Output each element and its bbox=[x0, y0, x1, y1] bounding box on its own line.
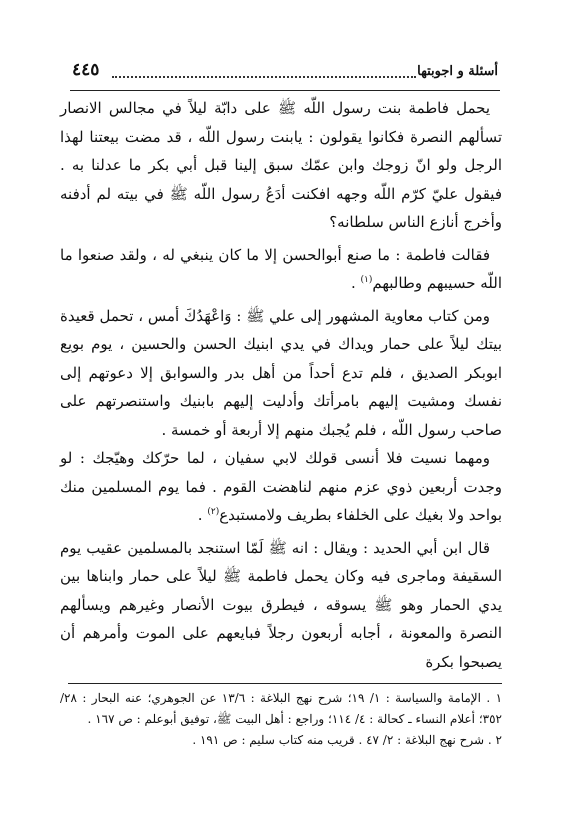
main-text bbox=[60, 94, 502, 676]
footnote: ١ . الإمامة والسياسة : ١/ ١٩؛ شرح نهج البلاغة : ١٣/٦ عن الجوهري؛ عنه البحار : ٢٨/ ٣٥٢؛ أعلام النساء ـ كحالة : ٤/ ١١٤؛ وراجع : أهل البيت ﷺ، توفيق أبوعلم : ص ١٦٧ . bbox=[60, 691, 503, 726]
dotted-leader bbox=[112, 76, 416, 78]
header-rule bbox=[70, 90, 500, 91]
paragraph bbox=[60, 444, 502, 530]
footnote-ref[interactable]: (١) bbox=[360, 275, 373, 285]
paragraph-text: فقالت فاطمة : ما صنع أبوالحسن إلا ما كان ينبغي له ، ولقد صنعوا ما اللّه حسيبهم وطالبهم bbox=[60, 245, 502, 292]
paragraph-tail: . bbox=[350, 274, 361, 292]
running-title: أسئلة و اجوبتها bbox=[417, 64, 498, 79]
footnotes bbox=[60, 688, 502, 751]
running-head bbox=[72, 60, 498, 86]
footnote: ٢ . شرح نهج البلاغة : ٢/ ٤٧ . قريب منه كتاب سليم : ص ١٩١ . bbox=[192, 733, 502, 747]
paragraph: يحمل فاطمة بنت رسول اللّه ﷺ على دابّة ليلاً في مجالس الانصار تسألهم النصرة فكانوا يقولون : يابنت رسول اللّه ، قد مضت بيعتنا لهذا الرجل ولو انّ زوجك وابن عمّك سبق إلينا قبل أبي بكر ما عدلنا به . فيقول عليّ كرّم اللّه وجهه افكنت أدَعُ رسول اللّه ﷺ في بيته لم أدفنه وأخرج أنازع الناس سلطانه؟ bbox=[60, 99, 502, 231]
page-number: ٤٤٥ bbox=[72, 60, 100, 80]
paragraph: قال ابن أبي الحديد : ويقال : انه ﷺ لَمّا استنجد بالمسلمين عقيب يوم السقيفة وماجرى فيه وكان يحمل فاطمة ﷺ ليلاً على حمار وابناها بين يدي الحمار وهو ﷺ يسوقه ، فيطرق بيوت الأنصار وغيرهم ويسألهم النصرة والمعونة ، أجابه أربعون رجلاً فبايعهم على الموت وأمرهم أن يصبحوا بكرة bbox=[60, 538, 502, 671]
paragraph-tail: . bbox=[197, 506, 208, 524]
footnote-rule bbox=[68, 683, 502, 684]
paragraph bbox=[60, 241, 502, 298]
footnote-ref[interactable]: (٢) bbox=[207, 507, 220, 517]
paragraph: ومن كتاب معاوية المشهور إلى علي ﷺ : وَاعْهَدُكَ أمس ، تحمل قعيدة بيتك ليلاً على حمار ويداك في يدي ابنيك الحسن والحسين ، يوم بويع ابوبكر الصديق ، فلم تدع أحداً من أهل بدر والسوابق إلا دعوتهم إلى نفسك ومشيت إليهم بامرأتك وأدليت إليهم بابنيك واستنصرتهم على صاحب رسول اللّه ، فلم يُجبك منهم إلا أربعة أو خمسة . bbox=[60, 306, 502, 439]
paragraph-text: ومهما نسيت فلا أنسى قولك لابي سفيان ، لما حرّكك وهيّجك : لو وجدت أربعين ذوي عزم منهم لناهضت القوم . فما يوم المسلمين منك بواحد ولا بغيك على الخلفاء بطريف ولامستبدع bbox=[60, 449, 502, 524]
